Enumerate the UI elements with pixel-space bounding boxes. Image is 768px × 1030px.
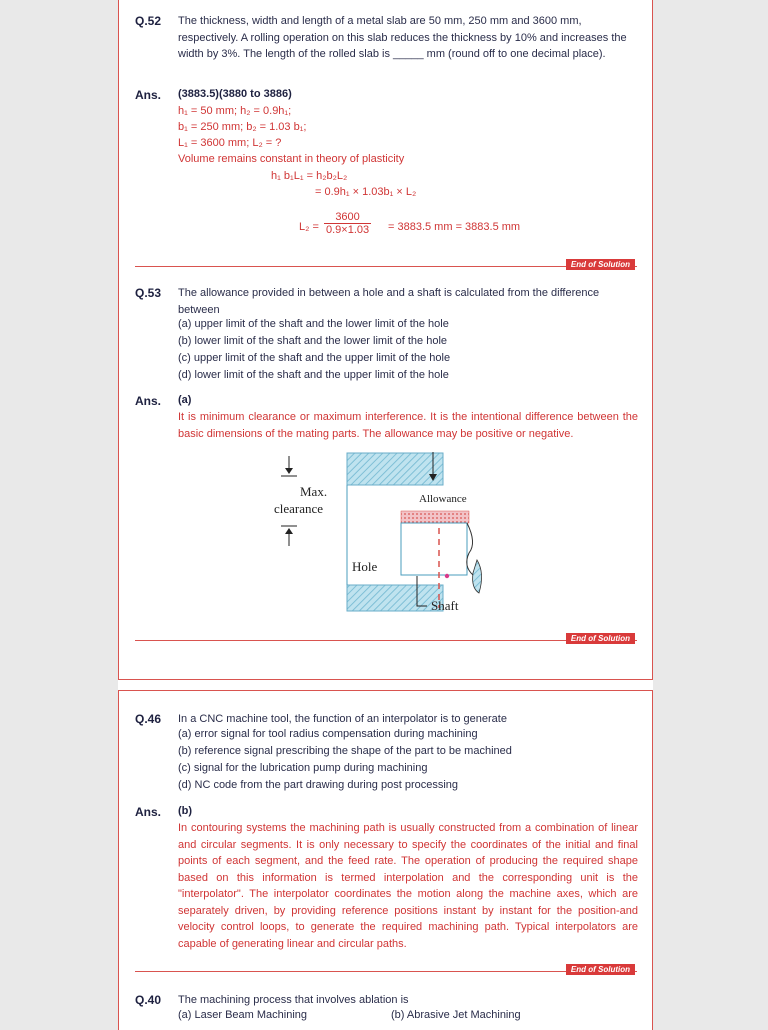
option-c: (c) upper limit of the shaft and the upper limit of the hole — [178, 352, 451, 364]
given-line-1: h₁ = 50 mm; h₂ = 0.9h₁; — [178, 105, 292, 117]
l2-label: L₂ = — [299, 221, 319, 233]
shaft-centre-point — [445, 574, 449, 578]
question-text: The allowance provided in between a hole and a shaft is calculated from the difference between — [178, 287, 600, 316]
question-card-q52-q53 — [118, 0, 653, 680]
option-a: (a) Laser Beam Machining — [178, 1009, 308, 1021]
question-number: Q.53 — [135, 286, 162, 300]
question-number: Q.40 — [135, 993, 162, 1007]
equation-line-1: h₁ b₁L₁ = h₂b₂L₂ — [271, 170, 348, 182]
option-d: (d) NC code from the part drawing during post processing — [178, 779, 459, 791]
fraction-denominator: 0.9×1.03 — [326, 224, 370, 236]
answer-value: (b) — [178, 805, 193, 817]
shaft-body — [401, 523, 467, 575]
clearance-arrowhead-top — [285, 468, 293, 474]
answer-explanation: It is minimum clearance or maximum interference. It is the intentional difference between the basic dimensions of the mating parts. The allowance may be positive or negative. — [178, 411, 638, 440]
answer-label: Ans. — [135, 805, 162, 819]
hole-shaft-figure — [267, 448, 507, 618]
allowance-label: Allowance — [419, 493, 467, 505]
solution-divider — [135, 640, 637, 641]
allowance-strip — [401, 511, 469, 523]
solution-divider — [135, 971, 637, 972]
clearance-label: clearance — [274, 501, 324, 516]
question-text: In a CNC machine tool, the function of an interpolator is to generate — [178, 713, 507, 725]
option-a: (a) upper limit of the shaft and the lower limit of the hole — [178, 318, 449, 330]
end-of-solution-badge: End of Solution — [566, 259, 635, 270]
answer-label: Ans. — [135, 88, 162, 102]
question-number: Q.52 — [135, 14, 162, 28]
result: = 3883.5 mm = 3883.5 mm — [388, 221, 521, 233]
given-line-2: b₁ = 250 mm; b₂ = 1.03 b₁; — [178, 121, 307, 133]
option-b: (b) lower limit of the shaft and the lower limit of the hole — [178, 335, 448, 347]
question-text: The machining process that involves ablation is — [178, 994, 409, 1006]
option-a: (a) error signal for tool radius compensation during machining — [178, 728, 478, 740]
hole-top-wall — [347, 453, 443, 485]
answer-value: (3883.5)(3880 to 3886) — [178, 88, 292, 100]
end-of-solution-badge: End of Solution — [566, 633, 635, 644]
answer-explanation: In contouring systems the machining path is usually constructed from a combination of linear and circular segments. It is only necessary to specify the coordinates of the initial and final points of each segment, and the feed rate. The operation of producing the required shape based on this information is termed interpolation and the corresponding unit is the "interpolator". The interpolator coordinates the motion along the machine axes, which are separately driven, by providing reference positions instant by instant for the position-and velocity control loops, to generate the required machining path. Typical interpolators are capable of generating linear and circular paths. — [178, 822, 638, 950]
question-text: The thickness, width and length of a metal slab are 50 mm, 250 mm and 3600 mm, respectively. A rolling operation on this slab reduces the thickness by 10% and increases the width by 3%. The length of the rolled slab is _____ mm (round off to one decimal place). — [178, 15, 627, 60]
option-b: (b) reference signal prescribing the shape of the part to be machined — [178, 745, 512, 757]
equation-line-2: = 0.9h₁ × 1.03b₁ × L₂ — [315, 186, 417, 198]
option-c: (c) signal for the lubrication pump during machining — [178, 762, 428, 774]
shaft-break-line — [467, 523, 473, 575]
given-line-3: L₁ = 3600 mm; L₂ = ? — [178, 137, 282, 149]
shaft-break-hatch — [473, 560, 482, 593]
end-of-solution-badge: End of Solution — [566, 964, 635, 975]
hole-bottom-wall — [347, 585, 443, 611]
solution-divider — [135, 266, 637, 267]
fraction-numerator: 3600 — [324, 211, 371, 224]
hole-label: Hole — [352, 559, 378, 574]
document-page — [118, 0, 653, 1024]
option-d: (d) lower limit of the shaft and the upper limit of the hole — [178, 369, 449, 381]
question-number: Q.46 — [135, 712, 162, 726]
question-card-q46-q40 — [118, 690, 653, 1030]
volume-note: Volume remains constant in theory of plasticity — [178, 153, 405, 165]
shaft-label: Shaft — [431, 598, 459, 613]
answer-label: Ans. — [135, 394, 162, 408]
max-label: Max. — [300, 484, 328, 499]
fraction — [324, 211, 371, 236]
answer-value: (a) — [178, 394, 192, 406]
option-b: (b) Abrasive Jet Machining — [391, 1009, 521, 1021]
